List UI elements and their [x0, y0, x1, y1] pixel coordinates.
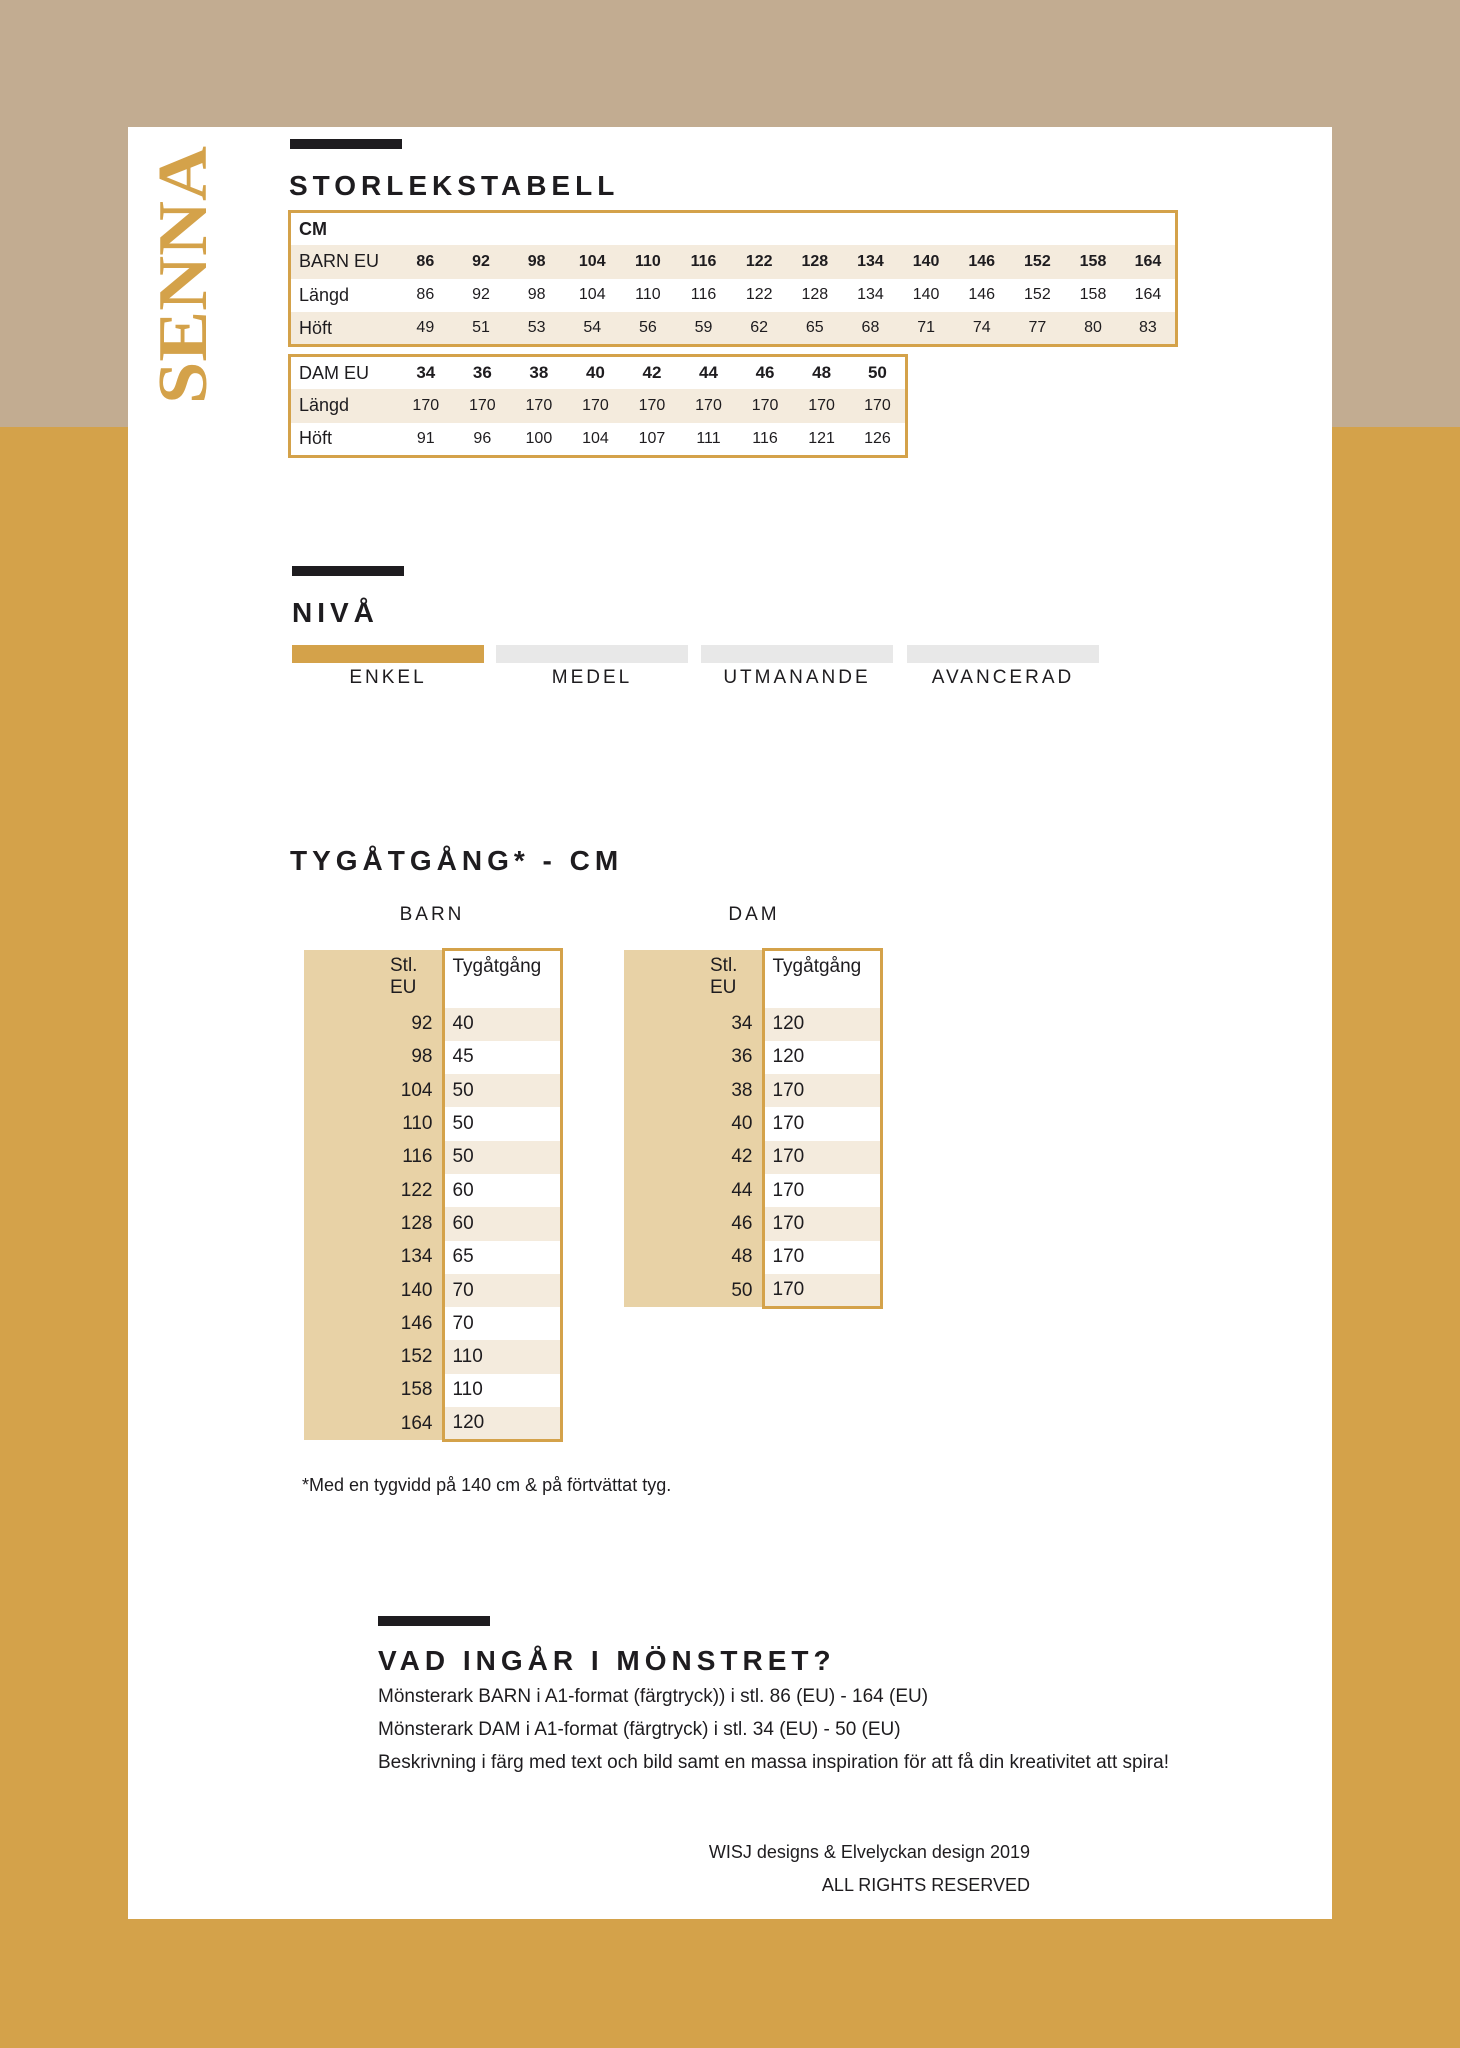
level-strip-medel [496, 645, 688, 663]
barn-hip-cell: 74 [954, 312, 1010, 346]
fabric-dam-size-header [624, 950, 763, 1008]
fabric-dam-table [624, 948, 883, 1309]
barn-length-cell: 122 [745, 286, 773, 304]
table-row [304, 1274, 561, 1307]
dam-hip-cell: 116 [752, 429, 778, 447]
barn-sizes-cell: 152 [1010, 245, 1066, 279]
table-row [624, 1107, 881, 1140]
table-row [624, 1041, 881, 1074]
fabric-barn-amount: 60 [443, 1207, 561, 1240]
fabric-barn-amount: 50 [443, 1074, 561, 1107]
table-row [304, 1241, 561, 1274]
barn-hip-cell: 80 [1065, 312, 1121, 346]
fabric-barn-amount: 40 [443, 1008, 561, 1041]
dam-sizes-cell: 46 [755, 363, 775, 382]
barn-length-cell: 86 [416, 286, 435, 304]
barn-hip-cell: 56 [620, 312, 676, 346]
barn-length-cell: 152 [1024, 286, 1051, 304]
fabric-barn-size: 146 [304, 1307, 443, 1340]
barn-hip-cell: 54 [564, 312, 620, 346]
dam-length-cell: 170 [680, 389, 737, 423]
fabric-barn-amount: 50 [443, 1141, 561, 1174]
level-medel [496, 645, 688, 689]
table-row [304, 1141, 561, 1174]
included-line-3: Beskrivning i färg med text och bild samt en massa inspiration för att få din kreativitet att spira! [378, 1752, 1169, 1773]
barn-hip-cell: 62 [731, 312, 787, 346]
fabric-dam-amount: 170 [763, 1241, 881, 1274]
barn-length-cell: 140 [912, 286, 940, 304]
level-title: NIVÅ [292, 597, 379, 628]
barn-sizes-cell: 146 [954, 245, 1010, 279]
fabric-dam-size: 40 [624, 1107, 763, 1140]
barn-sizes-cell: 140 [898, 245, 954, 279]
barn-sizes-cell: 92 [453, 245, 509, 279]
fabric-dam-amount: 170 [763, 1174, 881, 1207]
table-row [304, 1340, 561, 1373]
fabric-barn-amount: 110 [443, 1374, 561, 1407]
table-row [624, 1174, 881, 1207]
fabric-barn-label: BARN [399, 904, 465, 925]
table-row [304, 1407, 561, 1440]
level-label-utmanande: UTMANANDE [723, 667, 871, 688]
dam-hip-cell: 111 [696, 429, 721, 447]
barn-hip-cell: 65 [787, 312, 843, 346]
table-row [624, 1274, 881, 1307]
included-line-2: Mönsterark DAM i A1-format (färgtryck) i stl. 34 (EU) - 50 (EU) [378, 1719, 901, 1740]
fabric-barn-size: 158 [304, 1374, 443, 1407]
fabric-barn-size-header-line2: EU [390, 976, 417, 998]
barn-sizes-cell: 86 [398, 245, 454, 279]
fabric-dam-amount: 170 [763, 1107, 881, 1140]
barn-sizes-cell: 98 [509, 245, 565, 279]
dam-hip-cell: 96 [473, 429, 492, 447]
table-row [304, 1307, 561, 1340]
dam-length-cell: 170 [793, 389, 850, 423]
dam-sizes-cell: 40 [585, 363, 605, 382]
fabric-dam-amount: 170 [763, 1141, 881, 1174]
barn-length-cell: 98 [527, 286, 546, 304]
barn-sizes-cell: 110 [620, 245, 676, 279]
fabric-barn-size: 134 [304, 1241, 443, 1274]
barn-length-cell: 116 [690, 286, 717, 304]
included-line-1: Mönsterark BARN i A1-format (färgtryck)) i stl. 86 (EU) - 164 (EU) [378, 1686, 929, 1707]
fabric-barn-amount: 60 [443, 1174, 561, 1207]
table-row [624, 1008, 881, 1041]
level-strip-utmanande [701, 645, 893, 663]
dam-hip-cell: 107 [638, 429, 666, 447]
barn-length-cell: 158 [1079, 286, 1107, 304]
table-row [624, 1241, 881, 1274]
fabric-barn-amount: 65 [443, 1241, 561, 1274]
level-utmanande [701, 645, 893, 689]
barn-hip-cell: 68 [843, 312, 899, 346]
dam-hip-cell: 121 [808, 429, 835, 447]
fabric-barn-size: 152 [304, 1340, 443, 1373]
table-row [624, 1141, 881, 1174]
barn-sizes-cell: 122 [731, 245, 787, 279]
dam-hip-cell: 91 [416, 429, 435, 447]
dam-hip-label: Höft [299, 428, 333, 448]
table-row [624, 1074, 881, 1107]
fabric-dam-size: 34 [624, 1008, 763, 1041]
barn-length-cell: 146 [968, 286, 996, 304]
fabric-barn-amount: 70 [443, 1307, 561, 1340]
table-row [304, 1074, 561, 1107]
dam-hip-cell: 104 [582, 429, 609, 447]
dam-sizes-cell: 42 [642, 363, 662, 382]
fabric-barn-size: 140 [304, 1274, 443, 1307]
fabric-barn-size: 98 [304, 1041, 443, 1074]
dam-length-cell: 170 [398, 389, 455, 423]
table-row [624, 1207, 881, 1240]
size-table-title: STORLEKSTABELL [289, 170, 620, 201]
level-strip-avancerad [907, 645, 1099, 663]
fabric-barn-size: 164 [304, 1407, 443, 1440]
dam-length-cell: 170 [567, 389, 624, 423]
included-title: VAD INGÅR I MÖNSTRET? [378, 1645, 836, 1676]
barn-hip-cell: 77 [1010, 312, 1066, 346]
fabric-barn-table [304, 948, 563, 1442]
barn-hip-cell: 83 [1121, 312, 1177, 346]
dam-length-cell: 170 [737, 389, 794, 423]
barn-length-cell: 164 [1134, 286, 1162, 304]
barn-length-cell: 128 [801, 286, 829, 304]
dam-length-cell: 170 [511, 389, 568, 423]
dam-length-cell: 170 [624, 389, 681, 423]
barn-length-cell: 104 [578, 286, 606, 304]
fabric-dam-size: 46 [624, 1207, 763, 1240]
table-row [304, 1374, 561, 1407]
fabric-barn-amount: 110 [443, 1340, 561, 1373]
footer-credit: WISJ designs & Elvelyckan design 2019 [708, 1842, 1030, 1862]
fabric-note: *Med en tygvidd på 140 cm & på förtvättat tyg. [302, 1475, 672, 1495]
fabric-dam-size-header-line2: EU [710, 976, 737, 998]
barn-sizes-cell: 134 [843, 245, 899, 279]
barn-hip-cell: 71 [898, 312, 954, 346]
dam-length-cell: 170 [850, 389, 907, 423]
fabric-barn-size: 92 [304, 1008, 443, 1041]
fabric-dam-size: 42 [624, 1141, 763, 1174]
fabric-dam-amount: 170 [763, 1207, 881, 1240]
fabric-dam-size: 36 [624, 1041, 763, 1074]
section-bar-included [378, 1616, 490, 1626]
barn-hip-cell: 49 [398, 312, 454, 346]
section-bar-size [290, 139, 402, 149]
dam-sizes-cell: 36 [472, 363, 492, 382]
level-enkel [292, 645, 484, 689]
level-label-medel: MEDEL [551, 667, 633, 688]
fabric-barn-size: 104 [304, 1074, 443, 1107]
fabric-barn-size: 128 [304, 1207, 443, 1240]
fabric-dam-amount: 170 [763, 1074, 881, 1107]
barn-sizes-cell: 158 [1065, 245, 1121, 279]
fabric-dam-size: 48 [624, 1241, 763, 1274]
fabric-dam-size: 50 [624, 1274, 763, 1307]
dam-length-cell: 170 [454, 389, 511, 423]
dam-sizes-cell: 44 [699, 363, 718, 382]
level-label-enkel: ENKEL [349, 667, 427, 688]
dam-sizes-cell: 38 [529, 363, 549, 382]
brand-name: SENNA [145, 166, 222, 404]
fabric-dam-amount: 120 [763, 1008, 881, 1041]
fabric-barn-size: 122 [304, 1174, 443, 1207]
footer-rights: ALL RIGHTS RESERVED [821, 1875, 1030, 1895]
level-strip-enkel [292, 645, 484, 663]
fabric-dam-size: 38 [624, 1074, 763, 1107]
section-bar-level [292, 566, 404, 576]
barn-hip-label: Höft [290, 312, 398, 346]
fabric-title: TYGÅTGÅNG* - CM [290, 845, 624, 876]
dam-hip-cell: 100 [525, 429, 553, 447]
fabric-dam-amount: 120 [763, 1041, 881, 1074]
dam-hip-cell: 126 [864, 429, 891, 447]
fabric-barn-amount: 70 [443, 1274, 561, 1307]
barn-length-cell: 92 [472, 286, 490, 304]
fabric-barn-amount-header: Tygåtgång [443, 950, 561, 1008]
barn-sizes-cell: 104 [564, 245, 620, 279]
fabric-dam-amount: 170 [763, 1274, 881, 1307]
dam-sizes-cell: 50 [867, 363, 887, 382]
dam-length-label: Längd [290, 389, 398, 423]
fabric-dam-amount-header: Tygåtgång [763, 950, 881, 1008]
fabric-barn-size: 110 [304, 1107, 443, 1140]
level-label-avancerad: AVANCERAD [931, 667, 1075, 688]
table-row [304, 1041, 561, 1074]
dam-eu-label: DAM EU [299, 362, 370, 383]
dam-size-table [288, 354, 908, 458]
barn-sizes-cell: 116 [676, 245, 732, 279]
table-row [304, 1107, 561, 1140]
fabric-barn-amount: 45 [443, 1041, 561, 1074]
fabric-barn-amount: 120 [443, 1407, 561, 1440]
barn-sizes-cell: 128 [787, 245, 843, 279]
fabric-dam-label: DAM [728, 904, 780, 925]
table-row [304, 1174, 561, 1207]
fabric-barn-amount: 50 [443, 1107, 561, 1140]
barn-eu-label: BARN EU [290, 245, 398, 279]
barn-hip-cell: 51 [453, 312, 509, 346]
barn-hip-cell: 53 [509, 312, 565, 346]
table-row [304, 1008, 561, 1041]
fabric-dam-size-header-line1: Stl. [710, 954, 738, 976]
fabric-dam-size: 44 [624, 1174, 763, 1207]
brand-logo [145, 146, 222, 404]
barn-hip-cell: 59 [676, 312, 732, 346]
fabric-barn-size-header-line1: Stl. [390, 954, 418, 976]
fabric-barn-size: 116 [304, 1141, 443, 1174]
dam-sizes-cell: 48 [812, 363, 832, 382]
barn-length-cell: 110 [635, 286, 661, 304]
barn-length-cell: 134 [857, 286, 884, 304]
barn-length-label: Längd [299, 284, 350, 305]
unit-label: CM [299, 218, 327, 239]
dam-sizes-cell: 34 [416, 363, 436, 382]
fabric-barn-size-header [304, 950, 443, 1008]
level-avancerad [907, 645, 1099, 689]
barn-sizes-cell: 164 [1121, 245, 1177, 279]
barn-size-table [288, 210, 1178, 347]
table-row [304, 1207, 561, 1240]
